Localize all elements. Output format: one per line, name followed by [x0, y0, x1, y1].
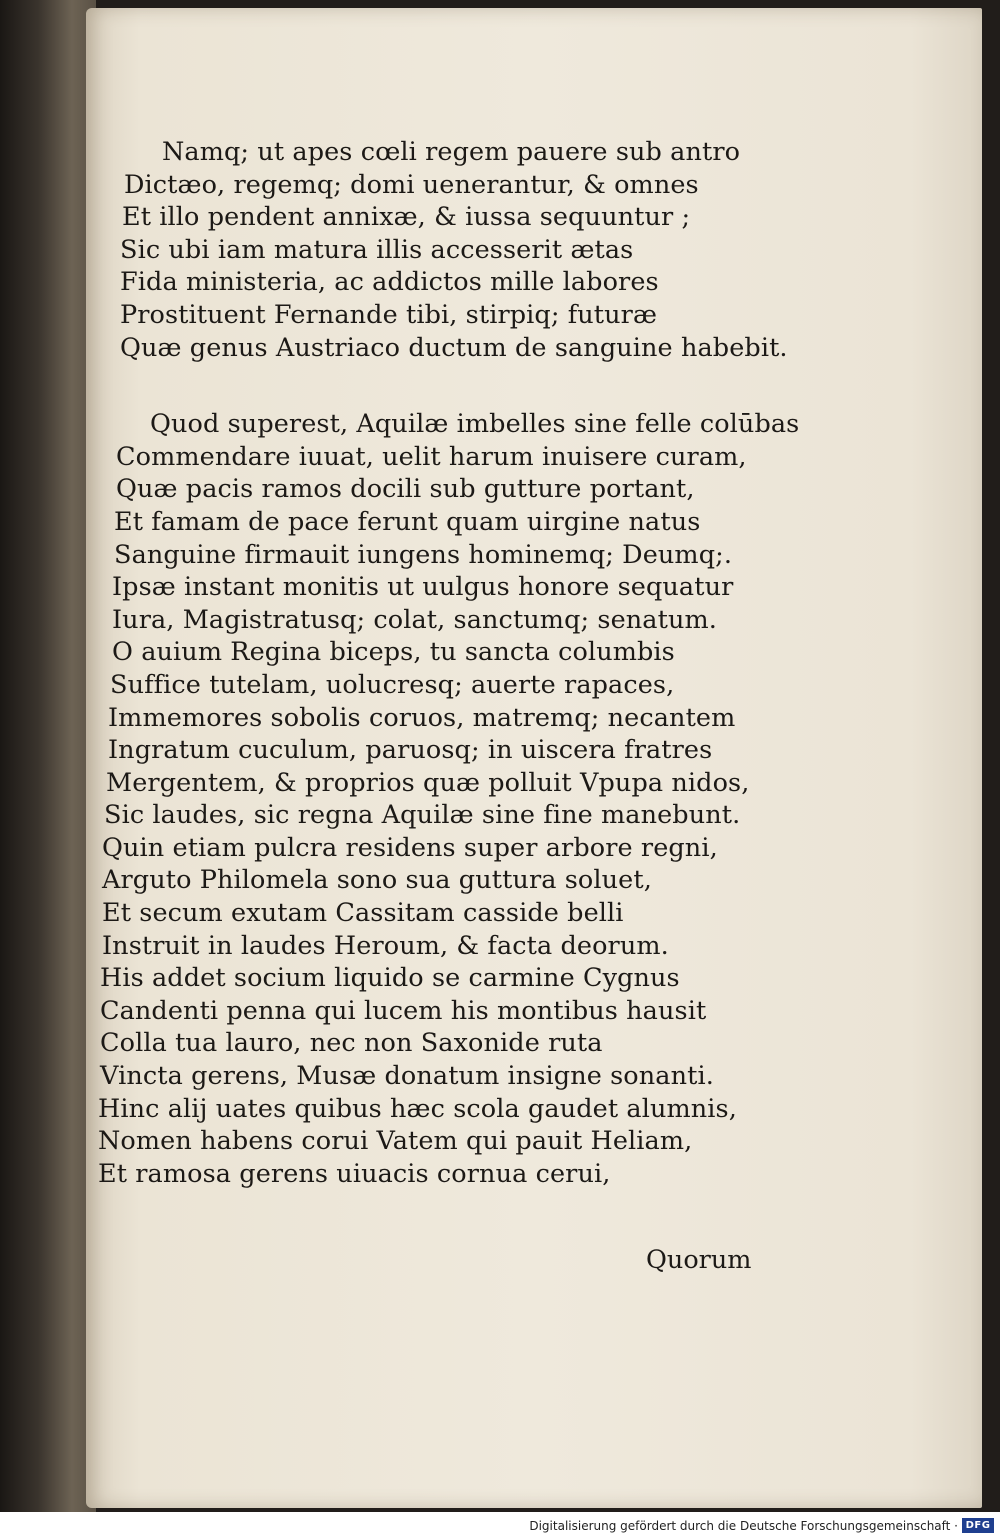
stanza-1 [104, 136, 804, 364]
verse-line: Sanguine firmauit iungens hominemq; Deumq;. [114, 539, 733, 570]
book-binding [0, 0, 96, 1512]
verse-line: Namq; ut apes cœli regem pauere sub antro [162, 137, 741, 167]
verse-line: Quod superest, Aquilæ imbelles sine felle colūbas [150, 409, 800, 440]
catchword: Quorum [646, 1245, 752, 1275]
book-page [86, 8, 982, 1508]
verse-line: Immemores sobolis coruos, matremq; necantem [108, 702, 736, 733]
verse-line: Et illo pendent annixæ, & iussa sequuntur ; [122, 202, 691, 233]
verse-line: Instruit in laudes Heroum, & facta deorum. [102, 930, 669, 961]
verse-line: Sic laudes, sic regna Aquilæ sine fine manebunt. [104, 800, 741, 831]
verse-line: Et secum exutam Cassitam casside belli [102, 898, 624, 929]
verse-line: Mergentem, & proprios quæ polluit Vpupa nidos, [106, 767, 750, 798]
verse-line: Vincta gerens, Musæ donatum insigne sonanti. [100, 1061, 714, 1092]
verse-line: Ipsæ instant monitis ut uulgus honore sequatur [112, 572, 734, 603]
verse-line: Suffice tutelam, uolucresq; auerte rapaces, [110, 669, 675, 700]
verse-line: Et ramosa gerens uiuacis cornua cerui, [98, 1158, 611, 1189]
stanza-2 [98, 408, 804, 1190]
digitization-footer [0, 1512, 1000, 1538]
verse-line: Colla tua lauro, nec non Saxonide ruta [100, 1028, 603, 1059]
verse-line: Sic ubi iam matura illis accesserit ætas [120, 234, 634, 265]
verse-line: Candenti penna qui lucem his montibus hausit [100, 995, 707, 1026]
verse-line: Nomen habens corui Vatem qui pauit Heliam, [98, 1126, 693, 1157]
funding-credit: Digitalisierung gefördert durch die Deutsche Forschungsgemeinschaft · [529, 1519, 958, 1533]
poem-text [98, 136, 804, 1190]
verse-line: Arguto Philomela sono sua guttura soluet, [102, 865, 652, 896]
verse-line: His addet socium liquido se carmine Cygnus [100, 963, 680, 994]
verse-line: Quæ genus Austriaco ductum de sanguine habebit. [120, 332, 788, 363]
verse-line: Dictæo, regemq; domi uenerantur, & omnes [124, 169, 699, 200]
stanza-gap [104, 364, 804, 408]
verse-line: Hinc alij uates quibus hæc scola gaudet alumnis, [98, 1093, 737, 1124]
verse-line: Quin etiam pulcra residens super arbore regni, [102, 832, 718, 863]
verse-line: Et famam de pace ferunt quam uirgine natus [114, 506, 701, 537]
verse-line: Fida ministeria, ac addictos mille labores [120, 267, 659, 298]
verse-line: Prostituent Fernande tibi, stirpiq; futuræ [120, 299, 658, 330]
verse-line: Ingratum cuculum, paruosq; in uiscera fratres [108, 735, 713, 766]
verse-line: Iura, Magistratusq; colat, sanctumq; senatum. [112, 604, 717, 635]
verse-line: Commendare iuuat, uelit harum inuisere curam, [116, 441, 747, 472]
dfg-logo: DFG [962, 1518, 994, 1533]
verse-line: Quæ pacis ramos docili sub gutture portant, [116, 474, 695, 505]
verse-line: O auium Regina biceps, tu sancta columbis [112, 637, 675, 668]
